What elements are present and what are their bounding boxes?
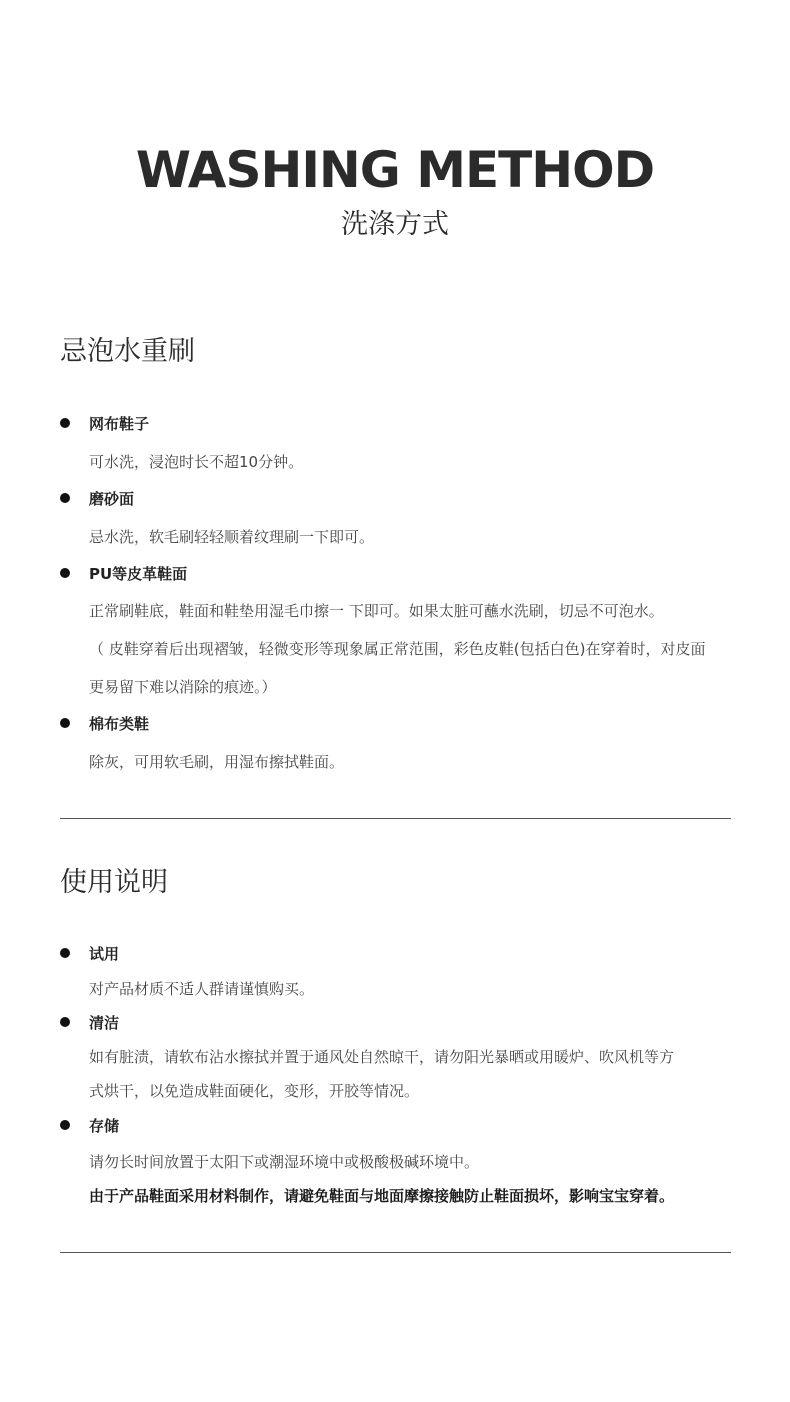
section-heading: 忌泡水重刷: [60, 336, 195, 367]
item-text: （ 皮鞋穿着后出现褶皱，轻微变形等现象属正常范围，彩色皮鞋(包括白色)在穿着时，对皮面: [89, 640, 706, 658]
item-text: 正常刷鞋底，鞋面和鞋垫用湿毛巾擦一 下即可。如果太脏可蘸水洗刷，切忌不可泡水。: [89, 602, 664, 620]
bullet-icon: [60, 948, 70, 958]
section-divider: [60, 1252, 731, 1253]
item-text: 式烘干，以免造成鞋面硬化，变形，开胶等情况。: [89, 1082, 420, 1100]
item-text: 忌水洗，软毛刷轻轻顺着纹理刷一下即可。: [89, 528, 375, 546]
item-title-text: PU等皮革鞋面: [89, 565, 188, 583]
item-text: 如有脏渍，请软布沾水擦拭并置于通风处自然晾干，请勿阳光暴晒或用暖炉、吹风机等方: [89, 1048, 675, 1066]
item-title-text: 试用: [89, 945, 120, 963]
item-title-text: 存储: [89, 1117, 120, 1135]
section-usage-instructions: [60, 0, 732, 1300]
warning-text: 由于产品鞋面采用材料制作，请避免鞋面与地面摩擦接触防止鞋面损坏，影响宝宝穿着。: [89, 1187, 675, 1205]
item-title-cleaning: [60, 1013, 119, 1033]
item-title-text: 网布鞋子: [89, 415, 150, 433]
item-text: 更易留下难以消除的痕迹。）: [89, 678, 277, 696]
item-title-text: 磨砂面: [89, 490, 135, 508]
page-subtitle: 洗涤方式: [341, 209, 449, 240]
item-title-storage: [60, 1116, 119, 1136]
page-title: WASHING METHOD: [135, 141, 655, 199]
item-title-trial: [60, 944, 119, 964]
bullet-icon: [60, 1017, 70, 1027]
section-heading: 使用说明: [60, 867, 168, 898]
item-text: 除灰，可用软毛刷，用湿布擦拭鞋面。: [89, 753, 345, 771]
item-text: 请勿长时间放置于太阳下或潮湿环境中或极酸极碱环境中。: [89, 1153, 480, 1171]
item-title-text: 棉布类鞋: [89, 715, 150, 733]
bullet-icon: [60, 1120, 70, 1130]
item-text: 对产品材质不适人群请谨慎购买。: [89, 980, 315, 998]
item-text: 可水洗，浸泡时长不超10分钟。: [89, 453, 304, 471]
item-title-text: 清洁: [89, 1014, 120, 1032]
